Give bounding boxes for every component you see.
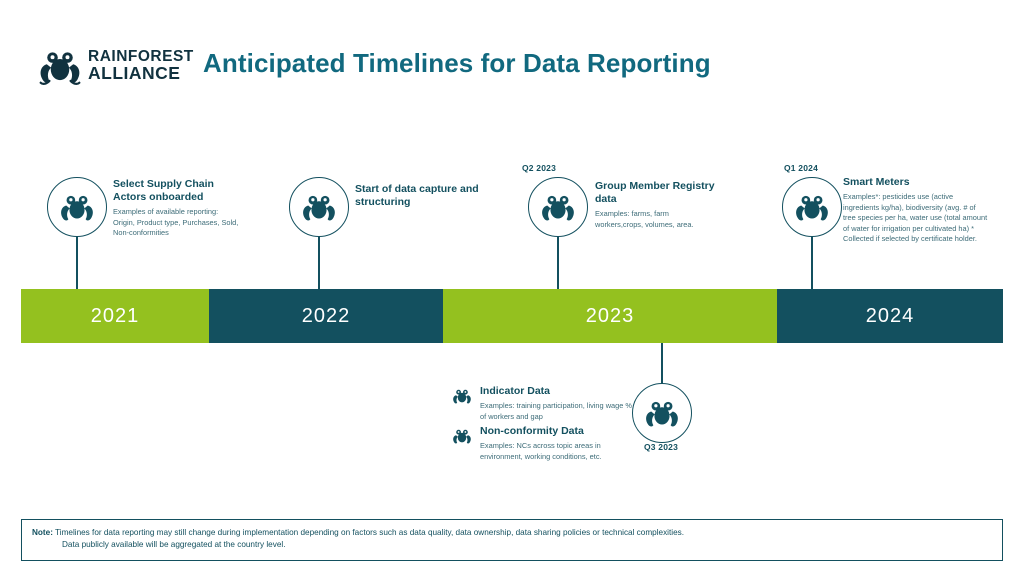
milestone-heading-1: Select Supply Chain Actors onboarded bbox=[113, 178, 214, 204]
frog-icon bbox=[452, 386, 472, 406]
frog-icon bbox=[452, 426, 472, 446]
frog-icon bbox=[301, 189, 337, 225]
milestone-callout-4 bbox=[843, 176, 990, 245]
milestone-heading-3: Group Member Registry data bbox=[595, 180, 715, 206]
milestone-callout-2 bbox=[355, 183, 485, 212]
timeline-bar bbox=[21, 289, 1003, 343]
logo-line-alliance: ALLIANCE bbox=[88, 62, 181, 83]
milestone-body-3: Examples: farms, farm workers,crops, volumes, area. bbox=[595, 209, 694, 229]
frog-icon bbox=[38, 44, 82, 88]
below-milestone-marker bbox=[632, 383, 692, 443]
note-box bbox=[21, 519, 1003, 561]
below-item-1 bbox=[452, 385, 632, 422]
below-item-2-text bbox=[480, 425, 632, 462]
below-item-2-heading: Non-conformity Data bbox=[480, 425, 584, 437]
milestone-marker-4 bbox=[782, 177, 842, 237]
timeline-segment-2021: 2021 bbox=[21, 289, 209, 343]
below-item-1-body: Examples: training participation, living wage % of workers and gap bbox=[480, 401, 632, 421]
milestone-quarter-3: Q2 2023 bbox=[522, 163, 557, 173]
milestone-body-1: Examples of available reporting: Origin, Product type, Purchases, Sold, Non-conformities bbox=[113, 207, 239, 238]
milestone-marker-3 bbox=[528, 177, 588, 237]
logo-line-rainforest: RAINFOREST bbox=[88, 48, 194, 66]
milestone-stem-4 bbox=[811, 234, 813, 289]
below-item-1-heading: Indicator Data bbox=[480, 385, 551, 397]
logo-wordmark bbox=[88, 49, 194, 83]
milestone-callout-3 bbox=[595, 180, 715, 230]
below-item-2 bbox=[452, 425, 632, 462]
below-milestone-quarter: Q3 2023 bbox=[644, 442, 679, 452]
below-item-2-body: Examples: NCs across topic areas in environment, working conditions, etc. bbox=[480, 441, 602, 461]
milestone-marker-2 bbox=[289, 177, 349, 237]
note-text-1: Timelines for data reporting may still change during implementation depending on factors such as data quality, data ownership, data sharing policies or technical complexities. bbox=[52, 528, 685, 537]
milestone-stem-3 bbox=[557, 234, 559, 289]
timeline-segment-2023: 2023 bbox=[443, 289, 777, 343]
page-title: Anticipated Timelines for Data Reporting bbox=[203, 48, 711, 78]
milestone-body-4: Examples*: pesticides use (active ingredients kg/ha), biodiversity (avg. # of tree species per ha, water use (total amount of water for irrigation per cultivated ha) * Collected if selected by certificate holder. bbox=[843, 192, 988, 244]
frog-icon bbox=[644, 395, 680, 431]
milestone-callout-1 bbox=[113, 178, 241, 239]
note-line-2: Data publicly available will be aggregated at the country level. bbox=[62, 540, 286, 550]
rainforest-alliance-logo bbox=[38, 38, 194, 94]
note-label: Note: bbox=[32, 528, 53, 537]
milestone-stem-1 bbox=[76, 234, 78, 289]
timeline-segment-2022: 2022 bbox=[209, 289, 443, 343]
frog-icon bbox=[794, 189, 830, 225]
frog-icon bbox=[59, 189, 95, 225]
below-item-1-text bbox=[480, 385, 632, 422]
milestone-quarter-4: Q1 2024 bbox=[784, 163, 819, 173]
note-line-1 bbox=[32, 527, 992, 539]
below-milestone-stem bbox=[661, 343, 663, 385]
milestone-heading-2: Start of data capture and structuring bbox=[355, 183, 479, 209]
timeline-segment-2024: 2024 bbox=[777, 289, 1003, 343]
milestone-heading-4: Smart Meters bbox=[843, 176, 910, 188]
milestone-marker-1 bbox=[47, 177, 107, 237]
milestone-stem-2 bbox=[318, 234, 320, 289]
frog-icon bbox=[540, 189, 576, 225]
